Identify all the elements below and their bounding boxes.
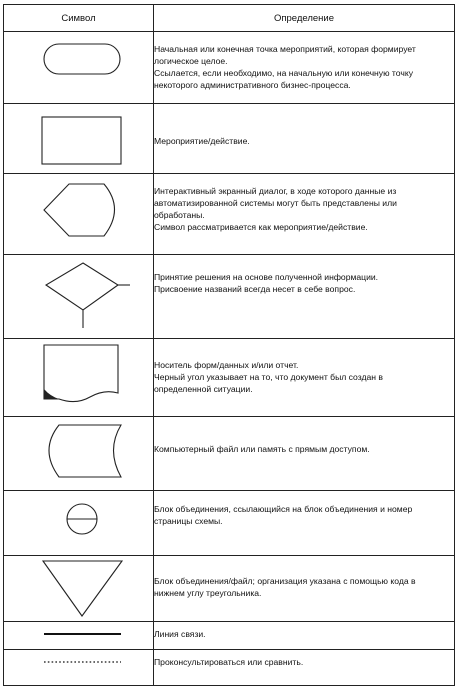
symbol-cell <box>4 339 154 417</box>
table-row <box>4 339 455 417</box>
definition-cell <box>154 556 455 622</box>
definition-line: Интерактивный экранный диалог, в ходе которого данные из <box>154 186 397 196</box>
table-header-row <box>4 5 455 32</box>
process-symbol-icon <box>4 104 154 174</box>
symbol-cell <box>4 32 154 104</box>
definition-line: Начальная или конечная точка мероприятий, которая формирует <box>154 44 416 54</box>
definition-line: логическое целое. <box>154 56 228 66</box>
table-row <box>4 32 455 104</box>
definition-line: Блок объединения/файл; организация указана с помощью кода в <box>154 576 416 586</box>
definition-line: Черный угол указывает на то, что документ был создан в <box>154 372 383 382</box>
definition-cell <box>154 417 455 491</box>
definition-line: Проконсультироваться или сравнить. <box>154 657 304 667</box>
definition-line: Линия связи. <box>154 629 206 639</box>
dotted-line-symbol-icon <box>4 650 154 686</box>
link-line-symbol-icon <box>4 622 154 650</box>
definition-cell <box>154 339 455 417</box>
merge-triangle-symbol-icon <box>4 556 154 622</box>
symbol-cell <box>4 491 154 556</box>
display-symbol-icon <box>4 174 154 255</box>
definition-line: Мероприятие/действие. <box>154 136 250 146</box>
definition-line: Символ рассматривается как мероприятие/действие. <box>154 222 368 232</box>
definition-line: страницы схемы. <box>154 516 223 526</box>
definition-column-header: Определение <box>154 5 455 32</box>
table-row <box>4 174 455 255</box>
symbol-cell <box>4 622 154 650</box>
symbol-cell <box>4 556 154 622</box>
symbol-cell <box>4 255 154 339</box>
connector-symbol-icon <box>4 491 154 556</box>
definition-cell <box>154 622 455 650</box>
symbol-cell <box>4 650 154 686</box>
table-row <box>4 255 455 339</box>
definition-line: обработаны. <box>154 210 205 220</box>
terminator-symbol-icon <box>4 32 154 104</box>
symbol-cell <box>4 417 154 491</box>
definition-line: некоторого административного бизнес-процесса. <box>154 80 351 90</box>
flowchart-symbols-table <box>3 4 455 686</box>
definition-line: Присвоение названий всегда несет в себе вопрос. <box>154 284 356 294</box>
definition-line: определенной ситуации. <box>154 384 253 394</box>
table-row <box>4 556 455 622</box>
table-row <box>4 622 455 650</box>
definition-cell <box>154 32 455 104</box>
storage-symbol-icon <box>4 417 154 491</box>
document-symbol-icon <box>4 339 154 417</box>
definition-cell <box>154 491 455 556</box>
definition-cell <box>154 104 455 174</box>
symbol-cell <box>4 104 154 174</box>
symbol-column-header: Символ <box>4 5 154 32</box>
definition-line: Ссылается, если необходимо, на начальную или конечную точку <box>154 68 413 78</box>
definition-cell <box>154 650 455 686</box>
definition-line: Компьютерный файл или память с прямым доступом. <box>154 444 370 454</box>
definition-line: автоматизированной системы могут быть представлены или <box>154 198 397 208</box>
table-row <box>4 491 455 556</box>
table-row <box>4 650 455 686</box>
decision-symbol-icon <box>4 255 154 339</box>
definition-line: нижнем углу треугольника. <box>154 588 262 598</box>
definition-cell <box>154 174 455 255</box>
table-row <box>4 104 455 174</box>
definition-cell <box>154 255 455 339</box>
definition-line: Блок объединения, ссылающийся на блок объединения и номер <box>154 504 413 514</box>
definition-line: Носитель форм/данных и/или отчет. <box>154 360 299 370</box>
definition-line: Принятие решения на основе полученной информации. <box>154 272 379 282</box>
table-row <box>4 417 455 491</box>
symbol-cell <box>4 174 154 255</box>
